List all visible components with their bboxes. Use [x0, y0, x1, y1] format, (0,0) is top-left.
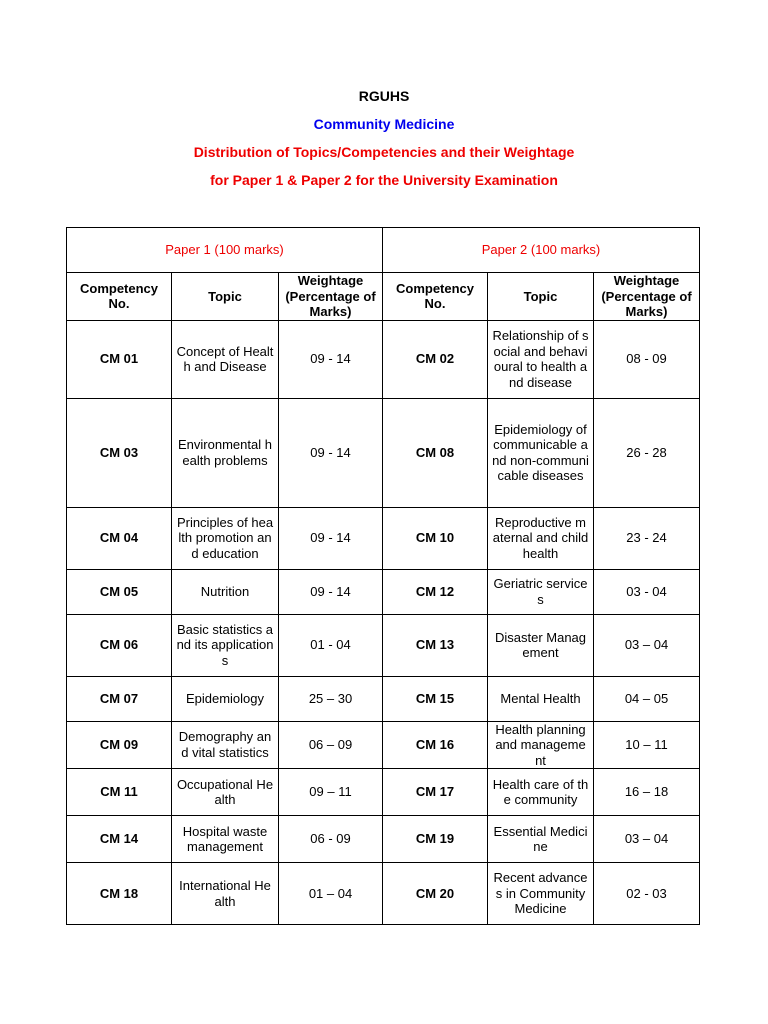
- p1-competency-cell: CM 05: [67, 569, 172, 614]
- p1-competency-cell: CM 14: [67, 816, 172, 863]
- p1-topic-cell: Epidemiology: [172, 676, 279, 721]
- p1-topic-cell: International Health: [172, 863, 279, 925]
- p1-weightage-header: Weightage (Percentage of Marks): [279, 273, 383, 321]
- distribution-title-line2: for Paper 1 & Paper 2 for the University Examination: [210, 172, 558, 188]
- paper2-title: Paper 2 (100 marks): [383, 228, 700, 273]
- table-row: [67, 769, 700, 816]
- column-header-row: [67, 273, 700, 321]
- table-row: [67, 676, 700, 721]
- table-row: [67, 569, 700, 614]
- p1-weightage-cell: 01 – 04: [279, 863, 383, 925]
- p2-weightage-cell: 08 - 09: [594, 320, 700, 398]
- p1-weightage-cell: 09 - 14: [279, 398, 383, 507]
- p2-competency-cell: CM 10: [383, 507, 488, 569]
- p2-competency-cell: CM 08: [383, 398, 488, 507]
- table-row: [67, 398, 700, 507]
- p2-competency-cell: CM 12: [383, 569, 488, 614]
- p1-weightage-cell: 09 - 14: [279, 569, 383, 614]
- p1-weightage-cell: 09 – 11: [279, 769, 383, 816]
- p2-topic-cell: Essential Medicine: [488, 816, 594, 863]
- p2-competency-cell: CM 19: [383, 816, 488, 863]
- p2-competency-cell: CM 20: [383, 863, 488, 925]
- p2-topic-cell: Health care of the community: [488, 769, 594, 816]
- p1-weightage-cell: 06 – 09: [279, 721, 383, 769]
- p2-competency-cell: CM 16: [383, 721, 488, 769]
- p2-competency-cell: CM 17: [383, 769, 488, 816]
- p2-weightage-cell: 26 - 28: [594, 398, 700, 507]
- p1-topic-cell: Demography and vital statistics: [172, 721, 279, 769]
- p1-weightage-cell: 06 - 09: [279, 816, 383, 863]
- p2-topic-cell: Health planning and management: [488, 721, 594, 769]
- subject-title: Community Medicine: [313, 116, 455, 132]
- table-row: [67, 320, 700, 398]
- p2-competency-header: Competency No.: [383, 273, 488, 321]
- p2-topic-cell: Recent advances in Community Medicine: [488, 863, 594, 925]
- p1-topic-cell: Environmental health problems: [172, 398, 279, 507]
- university-title: RGUHS: [358, 88, 410, 104]
- p2-topic-cell: Reproductive maternal and child health: [488, 507, 594, 569]
- p2-weightage-cell: 10 – 11: [594, 721, 700, 769]
- p1-weightage-cell: 01 - 04: [279, 614, 383, 676]
- p1-topic-cell: Concept of Health and Disease: [172, 320, 279, 398]
- paper-header-row: [67, 228, 700, 273]
- p1-competency-cell: CM 01: [67, 320, 172, 398]
- p2-weightage-cell: 23 - 24: [594, 507, 700, 569]
- p1-topic-cell: Occupational Health: [172, 769, 279, 816]
- table-row: [67, 863, 700, 925]
- p2-competency-cell: CM 13: [383, 614, 488, 676]
- p2-topic-cell: Epidemiology of communicable and non-communicable diseases: [488, 398, 594, 507]
- weightage-table: [66, 227, 700, 925]
- p1-topic-header: Topic: [172, 273, 279, 321]
- p2-weightage-cell: 03 - 04: [594, 569, 700, 614]
- p1-competency-header: Competency No.: [67, 273, 172, 321]
- p2-weightage-header: Weightage (Percentage of Marks): [594, 273, 700, 321]
- p2-competency-cell: CM 02: [383, 320, 488, 398]
- p1-competency-cell: CM 03: [67, 398, 172, 507]
- p1-topic-cell: Principles of health promotion and education: [172, 507, 279, 569]
- p1-weightage-cell: 25 – 30: [279, 676, 383, 721]
- p1-competency-cell: CM 07: [67, 676, 172, 721]
- p1-topic-cell: Basic statistics and its applications: [172, 614, 279, 676]
- p1-weightage-cell: 09 - 14: [279, 320, 383, 398]
- paper1-title: Paper 1 (100 marks): [67, 228, 383, 273]
- p2-weightage-cell: 03 – 04: [594, 614, 700, 676]
- p2-topic-cell: Relationship of social and behavioural to health and disease: [488, 320, 594, 398]
- distribution-title-line1: Distribution of Topics/Competencies and their Weightage: [193, 144, 575, 160]
- p2-weightage-cell: 03 – 04: [594, 816, 700, 863]
- p2-topic-cell: Mental Health: [488, 676, 594, 721]
- p2-topic-cell: Disaster Management: [488, 614, 594, 676]
- p2-weightage-cell: 04 – 05: [594, 676, 700, 721]
- p2-competency-cell: CM 15: [383, 676, 488, 721]
- p1-weightage-cell: 09 - 14: [279, 507, 383, 569]
- p2-topic-header: Topic: [488, 273, 594, 321]
- p1-competency-cell: CM 04: [67, 507, 172, 569]
- table-row: [67, 614, 700, 676]
- p1-topic-cell: Nutrition: [172, 569, 279, 614]
- p1-competency-cell: CM 09: [67, 721, 172, 769]
- p1-competency-cell: CM 11: [67, 769, 172, 816]
- table-row: [67, 507, 700, 569]
- table-row: [67, 721, 700, 769]
- p1-competency-cell: CM 18: [67, 863, 172, 925]
- p2-weightage-cell: 02 - 03: [594, 863, 700, 925]
- table-row: [67, 816, 700, 863]
- p2-weightage-cell: 16 – 18: [594, 769, 700, 816]
- p2-topic-cell: Geriatric services: [488, 569, 594, 614]
- p1-topic-cell: Hospital waste management: [172, 816, 279, 863]
- p1-competency-cell: CM 06: [67, 614, 172, 676]
